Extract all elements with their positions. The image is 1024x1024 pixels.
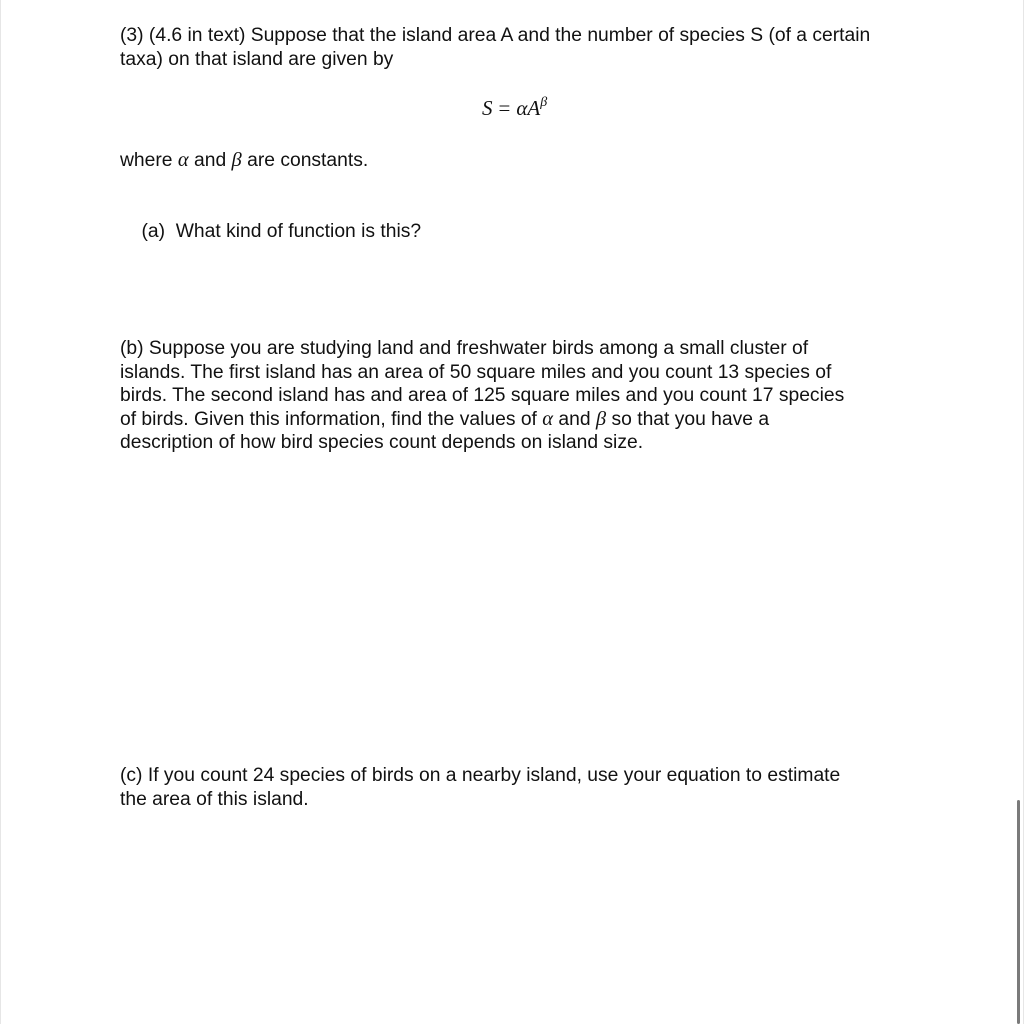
power-law-equation: [482, 95, 547, 121]
part-a-text: (a) What kind of function is this?: [141, 220, 422, 242]
part-a-question: [120, 196, 910, 267]
equation-base: A: [527, 96, 541, 120]
where-and: and: [188, 150, 232, 171]
part-b-alpha: α: [542, 407, 554, 430]
intro-line-1: (3) (4.6 in text) Suppose that the island area A and the number of species S (of a certain: [120, 25, 871, 46]
part-b-beta: β: [595, 407, 607, 430]
part-b-question: [120, 337, 910, 455]
part-b-line-2: islands. The first island has an area of 50 square miles and you count 13 species of: [120, 361, 832, 383]
part-b-and: and: [553, 408, 596, 430]
where-prefix: where: [120, 150, 178, 171]
equation-lhs: S: [482, 96, 493, 120]
equation-exponent: β: [540, 95, 548, 110]
page-left-edge: [0, 0, 1, 1024]
where-suffix: are constants.: [241, 150, 369, 171]
part-c-question: [120, 764, 910, 811]
part-b-line-1: (b) Suppose you are studying land and freshwater birds among a small cluster of: [120, 338, 809, 359]
part-c-line-1: (c) If you count 24 species of birds on a nearby island, use your equation to estimate: [120, 765, 841, 786]
part-c-line-2: the area of this island.: [120, 788, 309, 810]
equation-coefficient: α: [516, 96, 528, 120]
part-b-line-3: birds. The second island has and area of 125 square miles and you count 17 species: [120, 385, 845, 407]
constants-statement: [120, 149, 910, 173]
part-b-line-4-suffix: so that you have a: [606, 408, 770, 430]
part-b-line-4-prefix: of birds. Given this information, find the values of: [120, 408, 543, 430]
part-b-line-5: description of how bird species count depends on island size.: [120, 432, 644, 454]
intro-line-2: taxa) on that island are given by: [120, 48, 394, 70]
problem-intro: [120, 24, 910, 71]
vertical-scrollbar[interactable]: [1017, 800, 1020, 1024]
equation-equals: =: [498, 96, 511, 120]
where-beta: β: [231, 149, 242, 171]
where-alpha: α: [177, 149, 189, 171]
